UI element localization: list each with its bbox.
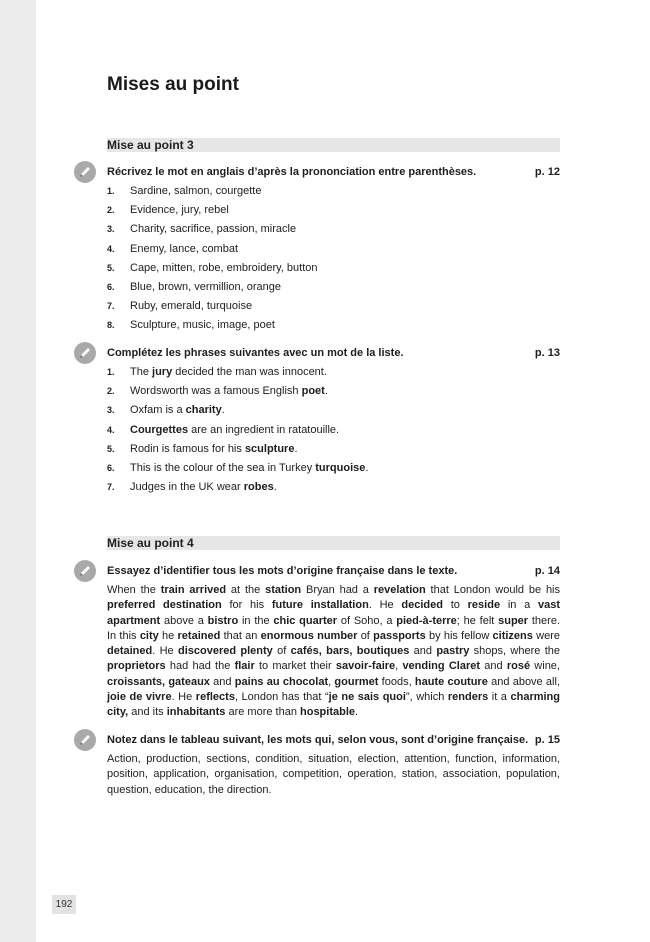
exercise-instruction — [107, 165, 560, 179]
bold-word: train arrived — [160, 584, 227, 596]
item-number: 5. — [107, 262, 115, 273]
list-item — [107, 280, 560, 299]
text-run: of — [357, 629, 374, 642]
page-reference: p. 15 — [534, 734, 560, 746]
text-run: , — [395, 660, 403, 673]
page-margin-strip — [0, 0, 36, 942]
text-run: shops, where the — [469, 645, 560, 658]
text-run: to — [443, 599, 468, 612]
text-run: and — [209, 675, 235, 688]
text-run: of Soho, a — [337, 614, 397, 627]
word-list-passage — [107, 752, 560, 798]
exercise-instruction — [107, 733, 560, 747]
text-run: are more than — [225, 706, 300, 719]
item-number: 8. — [107, 320, 115, 331]
page-reference: p. 13 — [534, 347, 560, 359]
bold-word: enormous number — [260, 629, 358, 642]
list-item — [107, 365, 560, 384]
exercise-rewrite-words — [107, 165, 560, 338]
list-item — [107, 242, 560, 261]
bold-word: robes — [243, 481, 274, 494]
bold-word: flair — [234, 660, 255, 673]
bold-word: bistro — [207, 614, 239, 627]
text-run: it a — [488, 691, 511, 704]
list-item — [107, 461, 560, 480]
bold-word: Courgettes — [130, 423, 189, 436]
text-run: by his fellow — [425, 629, 493, 642]
text-run: ”, which — [405, 691, 448, 704]
text-run: ; he felt — [456, 614, 499, 627]
text-run: . He — [368, 599, 402, 612]
bold-word: discovered plenty — [178, 645, 273, 658]
list-item — [107, 261, 560, 280]
page-number: 192 — [52, 895, 76, 914]
item-text — [130, 442, 298, 461]
text-run: Judges in the UK wear — [130, 481, 244, 494]
text-run: . — [355, 706, 359, 719]
pencil-icon — [74, 161, 96, 183]
list-item — [107, 423, 560, 442]
bold-word: pastry — [436, 645, 470, 658]
item-number: 3. — [107, 405, 115, 416]
text-run: that London would be his — [425, 584, 561, 596]
text-run: above a — [160, 614, 208, 627]
text-run: in the — [238, 614, 274, 627]
bold-word: future installation — [271, 599, 369, 612]
text-run: foods, — [378, 675, 415, 688]
bold-word: inhabitants — [166, 706, 226, 719]
section-heading: Mise au point 4 — [107, 536, 560, 550]
text-run: Wordsworth was a famous English — [130, 385, 302, 398]
exercise-instruction — [107, 564, 560, 578]
bold-word: renders — [447, 691, 489, 704]
item-text — [130, 461, 368, 480]
item-text: Enemy, lance, combat — [130, 242, 239, 255]
text-run: to market their — [254, 660, 336, 673]
text-run: . — [221, 404, 225, 417]
text-passage — [107, 583, 560, 721]
bold-word: preferred destination — [107, 599, 222, 612]
bold-word: jury — [152, 366, 173, 378]
item-text: Ruby, emerald, turquoise — [130, 300, 253, 313]
text-run: The — [130, 366, 153, 378]
pencil-icon — [74, 729, 96, 751]
item-number: 1. — [107, 186, 115, 196]
item-number: 7. — [107, 482, 115, 493]
text-run: and — [409, 645, 437, 658]
bold-word: croissants, gateaux — [107, 675, 210, 688]
page-reference: p. 12 — [534, 166, 560, 178]
bold-word: haute couture — [414, 675, 488, 688]
bold-word: city — [139, 629, 159, 642]
text-run: had had the — [165, 660, 235, 673]
section-mise-au-point-3 — [107, 138, 560, 152]
text-run: are an ingredient in ratatouille. — [188, 423, 340, 436]
text-run: for his — [221, 599, 272, 612]
item-number: 2. — [107, 205, 115, 216]
item-text: Charity, sacrifice, passion, miracle — [130, 223, 297, 236]
page-reference: p. 14 — [534, 565, 560, 577]
bold-word: sculpture — [244, 442, 295, 455]
bold-word: station — [265, 584, 302, 596]
text-run: . — [273, 481, 277, 494]
instruction-text: Essayez d’identifier tous les mots d’origine française dans le texte. — [107, 565, 458, 577]
pencil-icon — [74, 560, 96, 582]
list-item — [107, 222, 560, 241]
item-number: 1. — [107, 367, 115, 377]
text-run: decided the man was innocent. — [172, 366, 327, 378]
text-run: . He — [171, 691, 196, 704]
item-number: 6. — [107, 281, 115, 292]
bold-word: turquoise — [315, 461, 366, 474]
instruction-text: Complétez les phrases suivantes avec un mot de la liste. — [107, 347, 404, 359]
pencil-icon — [74, 342, 96, 364]
item-text — [130, 384, 328, 403]
bold-word: cafés, bars, boutiques — [290, 645, 410, 658]
bold-word: gourmet — [334, 675, 379, 688]
bold-word: rosé — [506, 660, 531, 673]
item-text — [130, 423, 339, 442]
text-run: were — [532, 629, 560, 642]
bold-word: pains au chocolat — [234, 675, 329, 688]
bold-word: pied-à-terre — [396, 614, 457, 627]
bold-word: hospitable — [300, 706, 356, 719]
list-item — [107, 184, 560, 203]
section-heading: Mise au point 3 — [107, 138, 560, 152]
bold-word: vast apartment — [107, 599, 561, 627]
bold-word: proprietors — [107, 660, 166, 673]
item-number: 4. — [107, 243, 115, 254]
text-run: . — [294, 442, 298, 455]
list-item — [107, 403, 560, 422]
bold-word: reside — [467, 599, 501, 612]
text-run: Oxfam is a — [130, 404, 186, 417]
bold-word: reflects — [195, 691, 235, 704]
bold-word: revelation — [373, 584, 426, 596]
item-text: Blue, brown, vermillion, orange — [130, 280, 282, 293]
list-item — [107, 318, 560, 337]
text-run: When the — [107, 584, 161, 596]
text-run: , London has that “ — [234, 691, 329, 704]
bold-word: charity — [185, 404, 222, 417]
instruction-text: Récrivez le mot en anglais d’après la prononciation entre parenthèses. — [107, 166, 477, 178]
exercise-note-french-words — [107, 733, 560, 798]
bold-word: poet — [301, 385, 325, 398]
text-run: This is the colour of the sea in Turkey — [130, 461, 316, 474]
item-number: 2. — [107, 386, 115, 397]
list-item — [107, 442, 560, 461]
bold-word: charming city, — [107, 691, 560, 719]
text-run: and — [480, 660, 507, 673]
text-run: that an — [220, 629, 261, 642]
list-item — [107, 203, 560, 222]
item-text — [130, 480, 277, 499]
text-run: of — [272, 645, 291, 658]
item-number: 5. — [107, 443, 115, 454]
text-run: and its — [128, 706, 167, 719]
item-text — [130, 403, 225, 422]
item-text — [130, 365, 327, 384]
bold-word: citizens — [492, 629, 533, 642]
answer-list — [107, 184, 560, 338]
exercise-instruction — [107, 346, 560, 360]
instruction-text: Notez dans le tableau suivant, les mots qui, selon vous, sont d’origine française. — [107, 734, 529, 746]
bold-word: passports — [373, 629, 426, 642]
item-number: 6. — [107, 462, 115, 473]
bold-word: vending Claret — [402, 660, 481, 673]
page-title: Mises au point — [107, 74, 239, 95]
text-run: wine, — [530, 660, 560, 673]
section-mise-au-point-4 — [107, 536, 560, 550]
bold-word: retained — [177, 629, 221, 642]
list-item — [107, 480, 560, 499]
bold-word: chic quarter — [273, 614, 338, 627]
bold-word: detained — [107, 645, 153, 658]
text-run: in a — [500, 599, 538, 612]
bold-word: savoir-faire — [335, 660, 396, 673]
item-text: Sculpture, music, image, poet — [130, 319, 275, 332]
text-run: Action, production, sections, condition, situation, election, attention, function, information, position, application, organisation, competition, operation, station, association, population, question, education, the direction. — [107, 753, 560, 796]
text-run: . — [365, 461, 369, 474]
list-item — [107, 384, 560, 403]
item-number: 3. — [107, 224, 115, 235]
list-item — [107, 299, 560, 318]
bold-word: joie de vivre — [107, 691, 172, 704]
exercise-identify-french-words — [107, 564, 560, 721]
item-text: Evidence, jury, rebel — [130, 204, 229, 217]
text-run: and above all, — [487, 675, 560, 688]
text-run: there. In this — [107, 614, 560, 642]
exercise-complete-sentences — [107, 346, 560, 499]
bold-word: je ne sais quoi — [328, 691, 406, 704]
item-text: Cape, mitten, robe, embroidery, button — [130, 261, 318, 274]
text-run: . He — [152, 645, 178, 658]
item-number: 4. — [107, 424, 115, 435]
text-run: , — [328, 675, 335, 688]
text-run: he — [158, 629, 178, 642]
text-run: Rodin is famous for his — [130, 442, 245, 455]
bold-word: super — [498, 614, 529, 627]
item-number: 7. — [107, 301, 115, 312]
text-run: at the — [226, 584, 266, 596]
sentence-list — [107, 365, 560, 499]
text-run: Bryan had a — [301, 584, 374, 596]
item-text: Sardine, salmon, courgette — [130, 185, 262, 197]
text-run: . — [324, 385, 328, 398]
bold-word: decided — [401, 599, 443, 612]
